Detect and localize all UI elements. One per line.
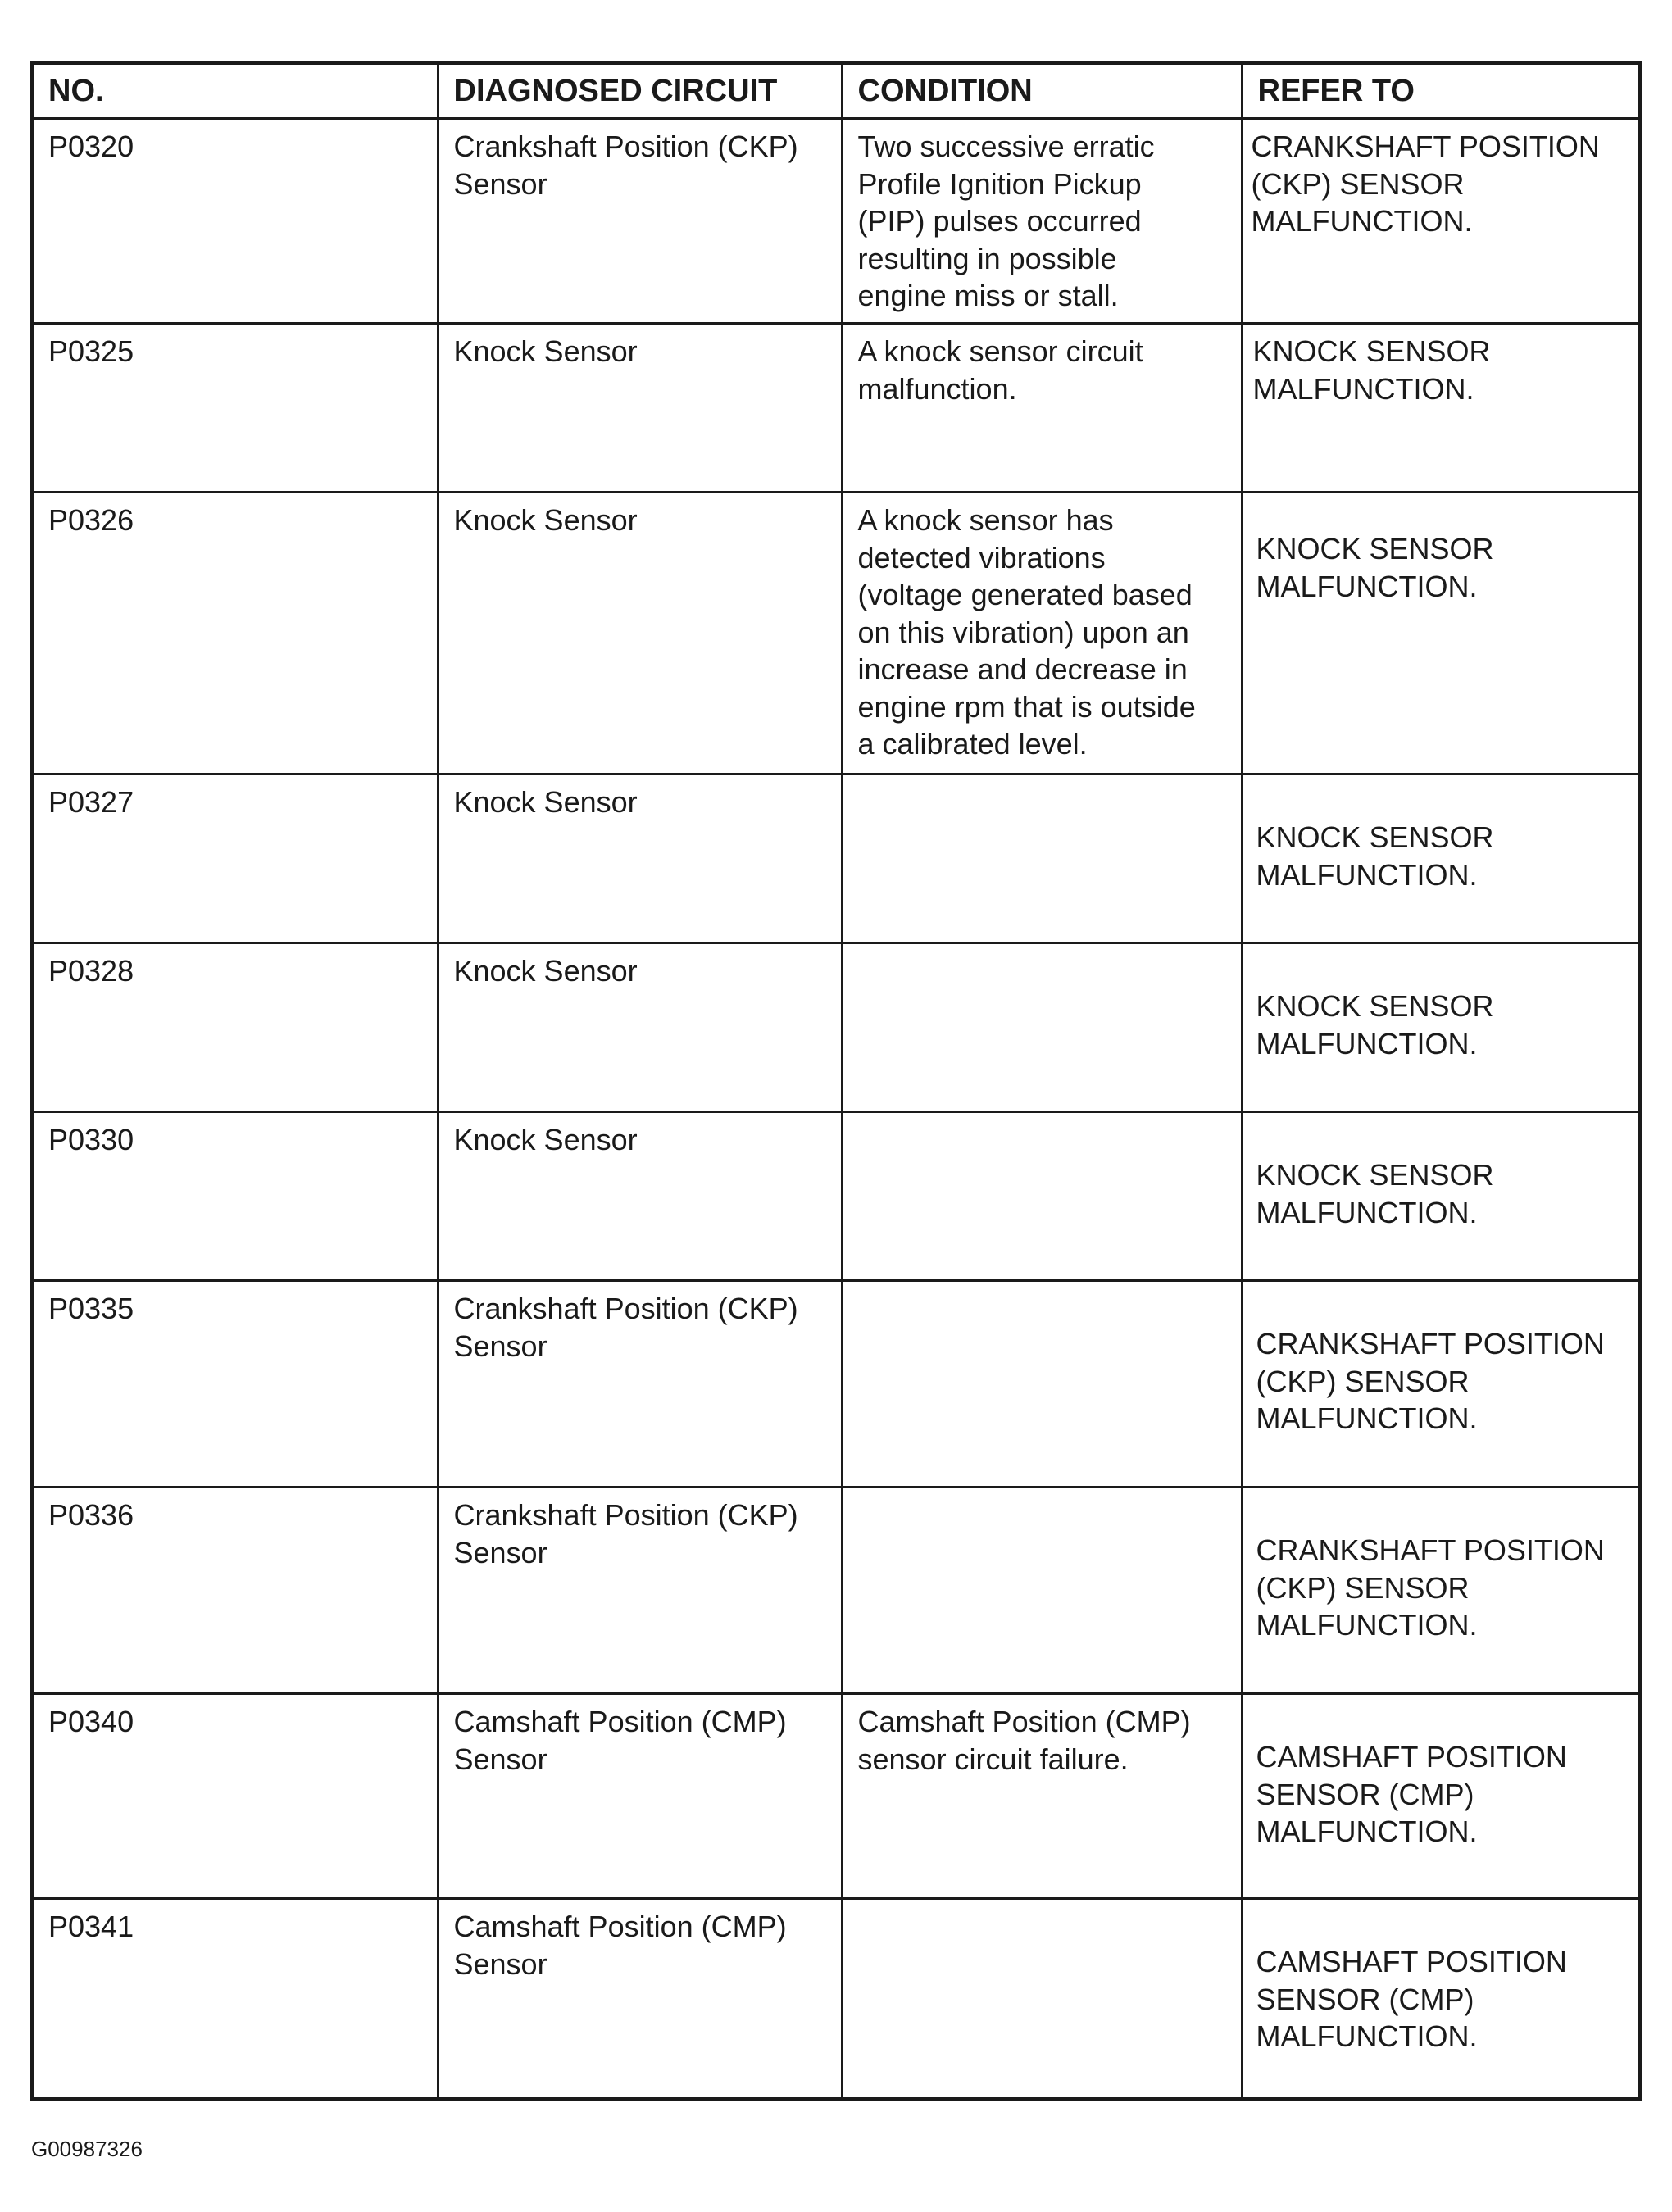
- condition-text: [843, 944, 1241, 952]
- table-row: [32, 119, 1640, 324]
- circuit-text: Crankshaft Position (CKP) Sensor: [453, 129, 798, 201]
- cell-circuit: [438, 1694, 842, 1899]
- dtc-table: [30, 61, 1642, 2101]
- circuit-text: Crankshaft Position (CKP) Sensor: [453, 1498, 798, 1569]
- cell-condition: [842, 119, 1242, 324]
- circuit-text: Camshaft Position (CMP) Sensor: [453, 1910, 787, 1981]
- cell-no: [32, 493, 438, 774]
- cell-condition: [842, 1281, 1242, 1488]
- figure-id-caption: G00987326: [31, 2137, 143, 2161]
- circuit-text: Knock Sensor: [453, 954, 638, 988]
- table-header-row: [32, 63, 1640, 119]
- cell-no: [32, 1488, 438, 1694]
- cell-circuit: [438, 119, 842, 324]
- circuit-text: Camshaft Position (CMP) Sensor: [453, 1705, 787, 1776]
- circuit-text: Knock Sensor: [453, 503, 638, 537]
- table-row: [32, 324, 1640, 493]
- cell-condition: [842, 943, 1242, 1112]
- circuit-text: Knock Sensor: [453, 785, 638, 819]
- code-text: P0336: [48, 1498, 134, 1532]
- cell-circuit: [438, 1112, 842, 1281]
- refer-text: KNOCK SENSOR MALFUNCTION.: [1256, 820, 1494, 892]
- code-text: P0328: [48, 954, 134, 988]
- condition-text: Two successive erratic Profile Ignition Pickup (PIP) pulses occurred resulting in possible engine miss or stall.: [857, 129, 1155, 312]
- header-refer-to: REFER TO: [1242, 63, 1640, 119]
- code-text: P0335: [48, 1292, 134, 1325]
- cell-circuit: [438, 1281, 842, 1488]
- cell-circuit: [438, 774, 842, 943]
- cell-no: [32, 119, 438, 324]
- condition-text: A knock sensor circuit malfunction.: [857, 334, 1143, 406]
- cell-refer: [1242, 119, 1640, 324]
- table-row: [32, 1112, 1640, 1281]
- code-text: P0320: [48, 129, 134, 163]
- table-row: [32, 1281, 1640, 1488]
- code-text: P0341: [48, 1910, 134, 1943]
- circuit-text: Crankshaft Position (CKP) Sensor: [453, 1292, 798, 1363]
- table-row: [32, 493, 1640, 774]
- cell-condition: [842, 1488, 1242, 1694]
- code-text: P0326: [48, 503, 134, 537]
- table-row: [32, 1694, 1640, 1899]
- cell-refer: [1242, 1281, 1640, 1488]
- code-text: P0325: [48, 334, 134, 368]
- refer-text: CRANKSHAFT POSITION (CKP) SENSOR MALFUNCTION.: [1256, 1533, 1605, 1642]
- refer-text: CAMSHAFT POSITION SENSOR (CMP) MALFUNCTION.: [1256, 1945, 1567, 2053]
- header-diagnosed-circuit: DIAGNOSED CIRCUIT: [438, 63, 842, 119]
- cell-refer: [1242, 1112, 1640, 1281]
- cell-no: [32, 1694, 438, 1899]
- cell-refer: [1242, 1899, 1640, 2099]
- cell-condition: [842, 1694, 1242, 1899]
- cell-no: [32, 1112, 438, 1281]
- refer-text: KNOCK SENSOR MALFUNCTION.: [1256, 1158, 1494, 1229]
- condition-text: A knock sensor has detected vibrations (voltage generated based on this vibration) upon an increase and decrease in engine rpm that is outside a calibrated level.: [857, 503, 1196, 761]
- cell-refer: [1242, 1488, 1640, 1694]
- header-condition: CONDITION: [842, 63, 1242, 119]
- cell-circuit: [438, 324, 842, 493]
- condition-text: [843, 1900, 1241, 1908]
- cell-condition: [842, 324, 1242, 493]
- cell-circuit: [438, 943, 842, 1112]
- cell-condition: [842, 1112, 1242, 1281]
- refer-text: CAMSHAFT POSITION SENSOR (CMP) MALFUNCTION.: [1256, 1740, 1567, 1848]
- refer-text: CRANKSHAFT POSITION (CKP) SENSOR MALFUNCTION.: [1256, 1327, 1605, 1435]
- cell-refer: [1242, 943, 1640, 1112]
- cell-no: [32, 1281, 438, 1488]
- code-text: P0330: [48, 1123, 134, 1156]
- cell-refer: [1242, 324, 1640, 493]
- cell-no: [32, 1899, 438, 2099]
- table-row: [32, 1899, 1640, 2099]
- code-text: P0340: [48, 1705, 134, 1738]
- table-row: [32, 943, 1640, 1112]
- condition-text: [843, 1488, 1241, 1497]
- condition-text: [843, 1113, 1241, 1121]
- cell-condition: [842, 774, 1242, 943]
- cell-circuit: [438, 1899, 842, 2099]
- cell-refer: [1242, 774, 1640, 943]
- cell-no: [32, 774, 438, 943]
- condition-text: Camshaft Position (CMP) sensor circuit failure.: [857, 1705, 1191, 1776]
- header-no: NO.: [32, 63, 438, 119]
- cell-condition: [842, 1899, 1242, 2099]
- refer-text: KNOCK SENSOR MALFUNCTION.: [1252, 334, 1491, 406]
- table-row: [32, 774, 1640, 943]
- cell-refer: [1242, 493, 1640, 774]
- cell-no: [32, 943, 438, 1112]
- circuit-text: Knock Sensor: [453, 1123, 638, 1156]
- condition-text: [843, 1282, 1241, 1290]
- cell-circuit: [438, 1488, 842, 1694]
- circuit-text: Knock Sensor: [453, 334, 638, 368]
- refer-text: KNOCK SENSOR MALFUNCTION.: [1256, 989, 1494, 1061]
- refer-text: CRANKSHAFT POSITION (CKP) SENSOR MALFUNCTION.: [1251, 129, 1600, 238]
- cell-refer: [1242, 1694, 1640, 1899]
- refer-text: KNOCK SENSOR MALFUNCTION.: [1256, 532, 1494, 603]
- cell-condition: [842, 493, 1242, 774]
- cell-circuit: [438, 493, 842, 774]
- code-text: P0327: [48, 785, 134, 819]
- table-row: [32, 1488, 1640, 1694]
- cell-no: [32, 324, 438, 493]
- condition-text: [843, 775, 1241, 784]
